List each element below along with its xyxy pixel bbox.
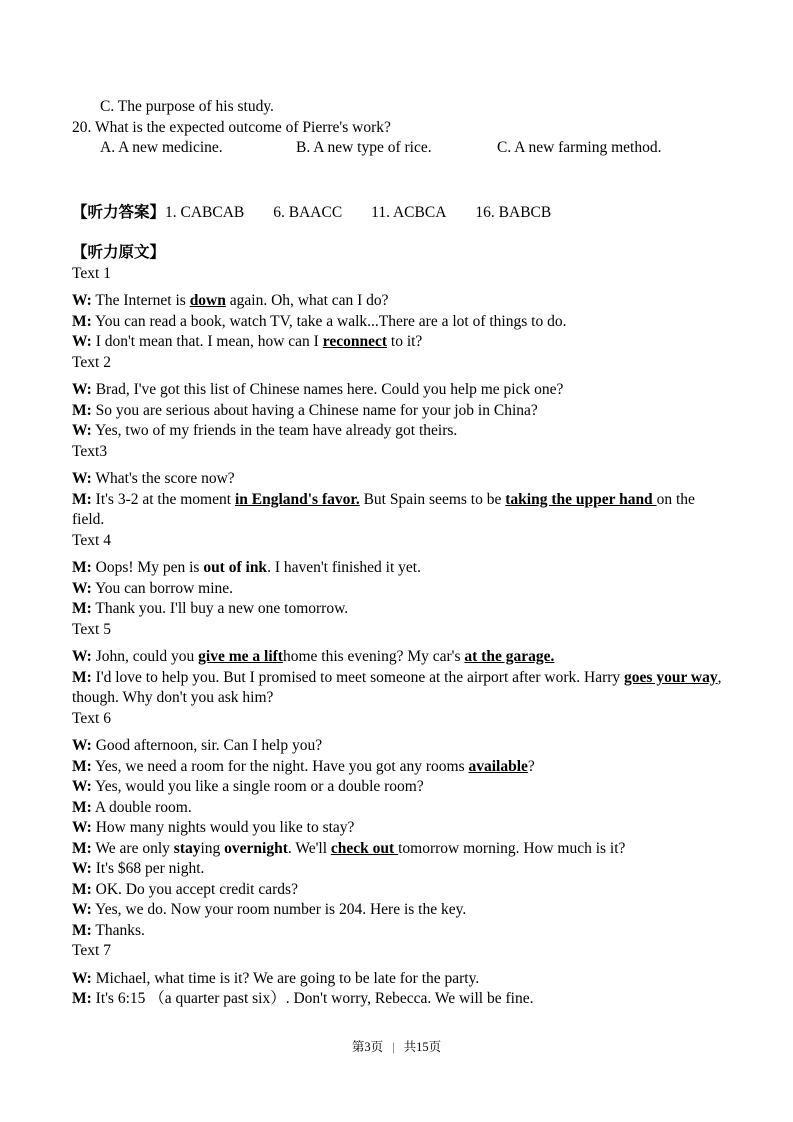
- emphasized-text: stay: [173, 839, 201, 857]
- dialogue-line: [72, 380, 722, 401]
- text-segment: John, could you: [95, 648, 199, 665]
- dialogue-line: [72, 332, 722, 353]
- dialogue-line: [72, 818, 722, 839]
- emphasized-text: down: [189, 292, 226, 309]
- speaker-label: M:: [72, 559, 92, 576]
- text-segment: Yes, two of my friends in the team have already got theirs.: [95, 422, 458, 439]
- dialogue-paragraph: [72, 469, 722, 531]
- speaker-label: W:: [72, 470, 92, 487]
- text-section-header: Text 4: [72, 531, 111, 549]
- emphasized-text: available: [468, 757, 528, 775]
- text-section-header: Text 5: [72, 620, 111, 638]
- page-footer: [0, 1039, 793, 1055]
- emphasized-text: out of ink: [203, 559, 268, 576]
- document-content: [72, 97, 722, 1010]
- dialogue-line: [72, 469, 722, 490]
- dialogue-paragraph: [72, 558, 722, 620]
- speaker-label: W:: [72, 381, 92, 398]
- text-segment: Oops! My pen is: [95, 559, 204, 576]
- text-segment: I'd love to help you. But I promised to meet someone at the airport after work. Harry: [95, 668, 625, 686]
- question-stem: 20. What is the expected outcome of Pierre's work?: [72, 118, 391, 136]
- emphasized-text: at the garage.: [464, 648, 555, 665]
- speaker-label: M:: [72, 839, 92, 857]
- speaker-label: W:: [72, 819, 92, 836]
- answer-group-4: 16. BABCB: [475, 203, 552, 221]
- text-segment: Yes, we do. Now your room number is 204. Here is the key.: [95, 901, 467, 918]
- option-b: B. A new type of rice.: [296, 139, 432, 156]
- text-segment: again. Oh, what can I do?: [225, 292, 389, 309]
- dialogue-line: [72, 490, 722, 531]
- answer-key-line: [72, 203, 722, 224]
- text-segment: We are only: [95, 839, 174, 857]
- speaker-label: M:: [72, 668, 92, 686]
- text-segment: A double room.: [94, 798, 192, 816]
- dialogue-line: [72, 558, 722, 579]
- footer-page-total: 共15页: [403, 1040, 442, 1054]
- dialogue-line: [72, 599, 722, 620]
- transcript-title: 【听力原文】: [72, 244, 166, 261]
- text-segment: . We'll: [287, 839, 331, 857]
- footer-page-number: 第3页: [351, 1040, 384, 1054]
- text-segment: Yes, we need a room for the night. Have you got any rooms: [95, 757, 469, 775]
- speaker-label: W:: [72, 860, 92, 877]
- emphasized-text: goes your way: [624, 668, 718, 686]
- text-section-header: Text 1: [72, 264, 111, 282]
- text-segment: , though. Why don't you ask him?: [72, 668, 722, 706]
- speaker-label: W:: [72, 901, 92, 918]
- text-segment: I don't mean that. I mean, how can I: [95, 333, 323, 350]
- speaker-label: W:: [72, 969, 92, 987]
- text-segment: So you are serious about having a Chinese name for your job in China?: [95, 401, 538, 419]
- dialogue-paragraph: [72, 969, 722, 1010]
- dialogue-paragraph: [72, 647, 722, 709]
- dialogue-line: [72, 421, 722, 442]
- dialogue-paragraph: [72, 736, 722, 941]
- text-segment: home this evening? My car's: [282, 648, 465, 665]
- dialogue-line: [72, 668, 722, 709]
- text-segment: It's $68 per night.: [95, 860, 205, 877]
- speaker-label: M:: [72, 600, 92, 617]
- dialogue-line: [72, 736, 722, 757]
- text-segment: Good afternoon, sir. Can I help you?: [95, 737, 323, 754]
- dialogue-line: [72, 921, 722, 942]
- text-segment: How many nights would you like to stay?: [95, 819, 355, 836]
- dialogue-line: [72, 291, 722, 312]
- answer-group-1: 1. CABCAB: [165, 203, 245, 221]
- speaker-label: W:: [72, 333, 92, 350]
- dialogue-line: [72, 880, 722, 901]
- option-a: A. A new medicine.: [100, 139, 223, 156]
- dialogue-line: [72, 900, 722, 921]
- text-segment: Thanks.: [95, 921, 145, 939]
- text-section-header: Text 6: [72, 709, 111, 727]
- question-option-line: C. The purpose of his study.: [100, 98, 274, 115]
- text-section-header: Text 7: [72, 942, 111, 959]
- speaker-label: M:: [72, 757, 92, 775]
- emphasized-text: give me a lift: [198, 648, 283, 665]
- text-segment: You can read a book, watch TV, take a walk...There are a lot of things to do.: [95, 312, 567, 330]
- dialogue-line: [72, 839, 722, 860]
- speaker-label: W:: [72, 648, 92, 665]
- speaker-label: M:: [72, 401, 92, 419]
- dialogue-line: [72, 401, 722, 422]
- text-segment: ?: [527, 757, 535, 775]
- answer-key-label: 【听力答案】: [72, 203, 166, 221]
- speaker-label: M:: [72, 490, 92, 508]
- emphasized-text: check out: [330, 839, 399, 857]
- dialogue-line: [72, 579, 722, 600]
- speaker-label: W:: [72, 579, 92, 597]
- speaker-label: W:: [72, 422, 92, 439]
- dialogue-line: [72, 989, 722, 1010]
- speaker-label: M:: [72, 990, 92, 1007]
- text-segment: tomorrow morning. How much is it?: [398, 839, 626, 857]
- speaker-label: M:: [72, 880, 92, 898]
- answer-group-3: 11. ACBCA: [371, 203, 447, 221]
- speaker-label: W:: [72, 737, 92, 754]
- text-segment: . I haven't finished it yet.: [267, 559, 421, 576]
- text-segment: It's 6:15 （a quarter past six）. Don't worry, Rebecca. We will be fine.: [95, 990, 534, 1007]
- option-c: C. A new farming method.: [497, 139, 662, 156]
- speaker-label: W:: [72, 778, 92, 795]
- emphasized-text: reconnect: [322, 333, 388, 350]
- text-segment: The Internet is: [95, 292, 190, 309]
- dialogue-line: [72, 798, 722, 819]
- text-segment: OK. Do you accept credit cards?: [95, 880, 298, 898]
- dialogue-line: [72, 757, 722, 778]
- text-segment: You can borrow mine.: [95, 579, 234, 597]
- text-segment: It's 3-2 at the moment: [95, 490, 235, 508]
- text-segment: Brad, I've got this list of Chinese names here. Could you help me pick one?: [95, 381, 564, 398]
- text-segment: on the field.: [72, 490, 695, 528]
- speaker-label: M:: [72, 921, 92, 939]
- emphasized-text: in England's favor.: [234, 490, 360, 508]
- dialogue-line: [72, 777, 722, 798]
- text-segment: Michael, what time is it? We are going to be late for the party.: [95, 969, 480, 987]
- dialogue-line: [72, 312, 722, 333]
- emphasized-text: taking the upper hand: [505, 490, 657, 508]
- speaker-label: M:: [72, 798, 92, 816]
- answer-group-2: 6. BAACC: [273, 203, 343, 221]
- text-segment: But Spain seems to be: [359, 490, 506, 508]
- text-segment: What's the score now?: [95, 470, 235, 487]
- dialogue-paragraph: [72, 380, 722, 442]
- text-section-header: Text 2: [72, 353, 111, 371]
- question-block: [72, 97, 722, 159]
- text-segment: ing: [200, 839, 225, 857]
- dialogue-line: [72, 859, 722, 880]
- text-segment: Yes, would you like a single room or a double room?: [95, 778, 424, 795]
- dialogue-line: [72, 647, 722, 668]
- text-section-header: Text3: [72, 442, 108, 460]
- emphasized-text: overnight: [224, 839, 288, 857]
- transcript-body: [72, 264, 722, 1010]
- speaker-label: M:: [72, 312, 92, 330]
- speaker-label: W:: [72, 292, 92, 309]
- dialogue-paragraph: [72, 291, 722, 353]
- text-segment: to it?: [387, 333, 423, 350]
- options-row: [72, 138, 722, 159]
- dialogue-line: [72, 969, 722, 990]
- text-segment: Thank you. I'll buy a new one tomorrow.: [95, 600, 349, 617]
- footer-separator: |: [392, 1040, 395, 1054]
